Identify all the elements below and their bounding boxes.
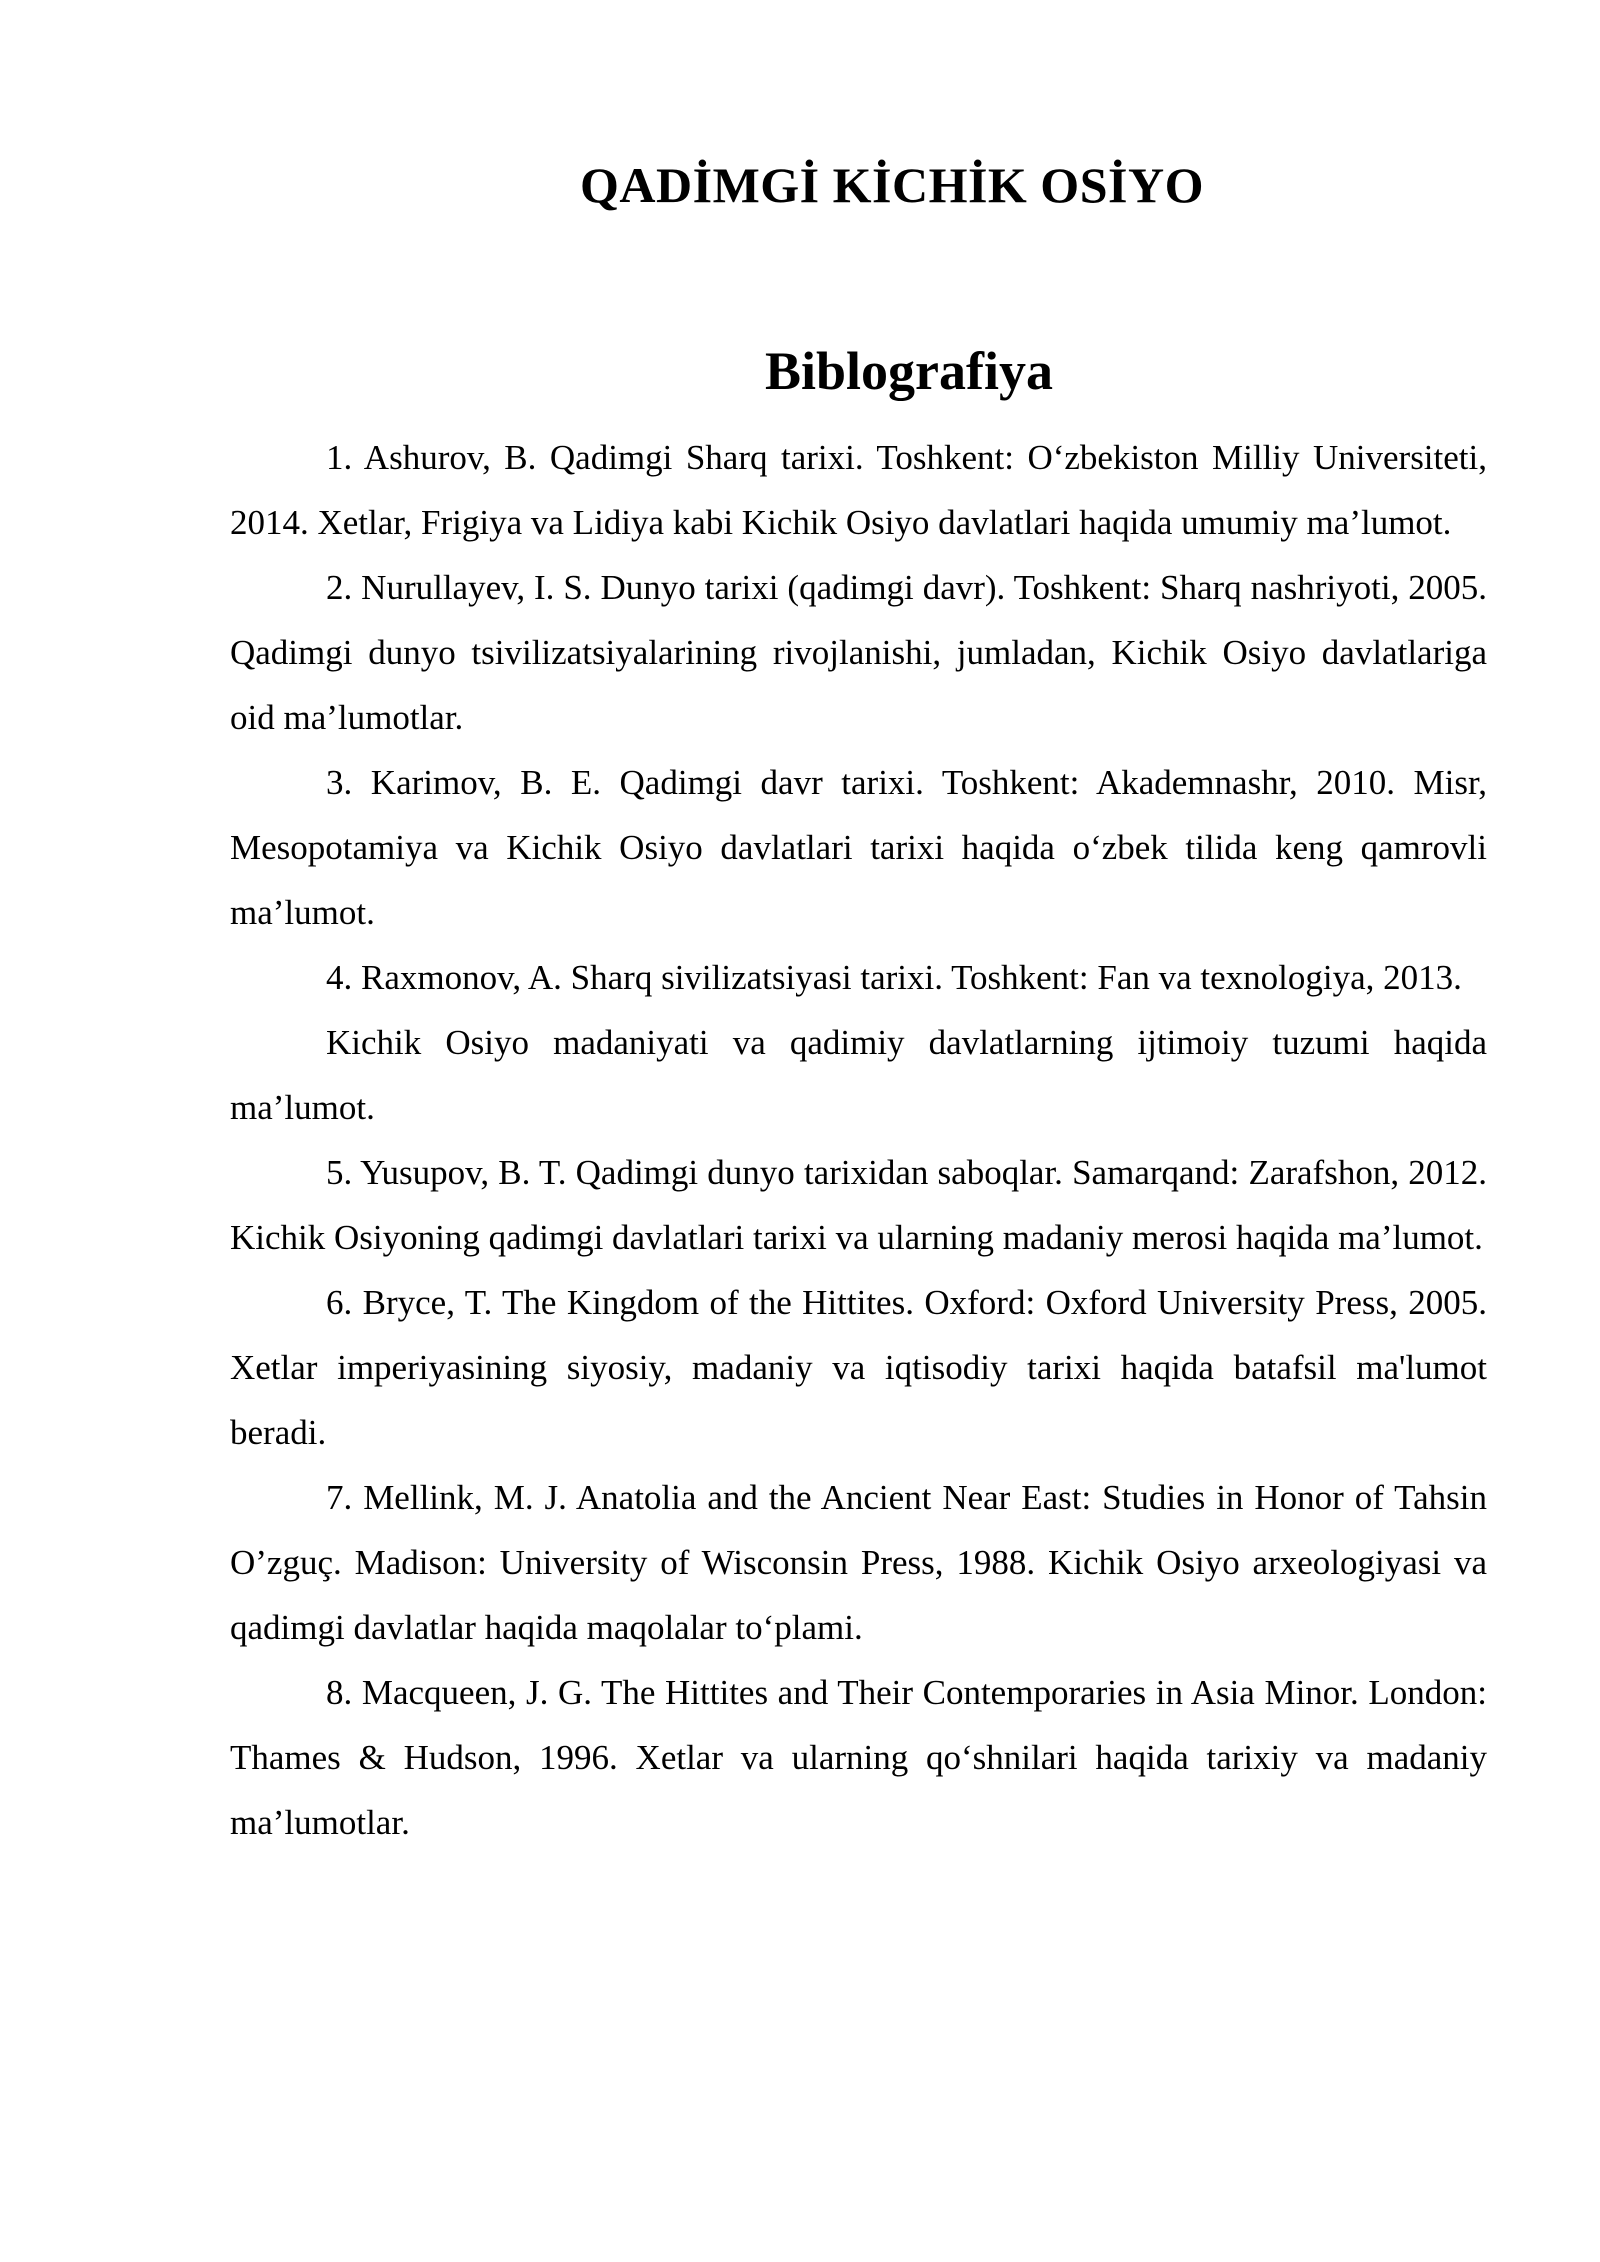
bibliography-entry: 4. Raxmonov, A. Sharq sivilizatsiyasi tarixi. Toshkent: Fan va texnologiya, 2013. [326, 958, 1462, 997]
section-heading: Biblografiya [765, 341, 1054, 401]
bibliography-entry: 1. Ashurov, B. Qadimgi Sharq tarixi. Toshkent: O‘zbekiston Milliy Universiteti, 2014. Xetlar, Frigiya va Lidiya kabi Kichik Osiyo davlatlari haqida umumiy ma’lumot. [230, 438, 1487, 542]
document-title: QADİMGİ KİCHİK OSİYO [580, 157, 1204, 213]
bibliography-entry: 8. Macqueen, J. G. The Hittites and Their Contemporaries in Asia Minor. London: Thames & Hudson, 1996. Xetlar va ularning qo‘shnilari haqida tarixiy va madaniy ma’lumotlar. [230, 1673, 1487, 1842]
bibliography-entry: 3. Karimov, B. E. Qadimgi davr tarixi. Toshkent: Akademnashr, 2010. Misr, Mesopotamiya va Kichik Osiyo davlatlari tarixi haqida o‘zbek tilida keng qamrovli ma’lumot. [230, 763, 1487, 932]
bibliography-list [230, 425, 1487, 1855]
bibliography-entry-continuation: Kichik Osiyo madaniyati va qadimiy davlatlarning ijtimoiy tuzumi haqida ma’lumot. [230, 1023, 1487, 1127]
bibliography-entry: 2. Nurullayev, I. S. Dunyo tarixi (qadimgi davr). Toshkent: Sharq nashriyoti, 2005. Qadimgi dunyo tsivilizatsiyalarining rivojlanishi, jumladan, Kichik Osiyo davlatlariga oid ma’lumotlar. [230, 568, 1487, 737]
bibliography-entry: 5. Yusupov, B. T. Qadimgi dunyo tarixidan saboqlar. Samarqand: Zarafshon, 2012. Kichik Osiyoning qadimgi davlatlari tarixi va ularning madaniy merosi haqida ma’lumot. [230, 1153, 1487, 1257]
bibliography-entry: 6. Bryce, T. The Kingdom of the Hittites. Oxford: Oxford University Press, 2005. Xetlar imperiyasining siyosiy, madaniy va iqtisodiy tarixi haqida batafsil ma'lumot beradi. [230, 1283, 1487, 1452]
bibliography-entry: 7. Mellink, M. J. Anatolia and the Ancient Near East: Studies in Honor of Tahsin O’zguç. Madison: University of Wisconsin Press, 1988. Kichik Osiyo arxeologiyasi va qadimgi davlatlar haqida maqolalar to‘plami. [230, 1478, 1487, 1647]
